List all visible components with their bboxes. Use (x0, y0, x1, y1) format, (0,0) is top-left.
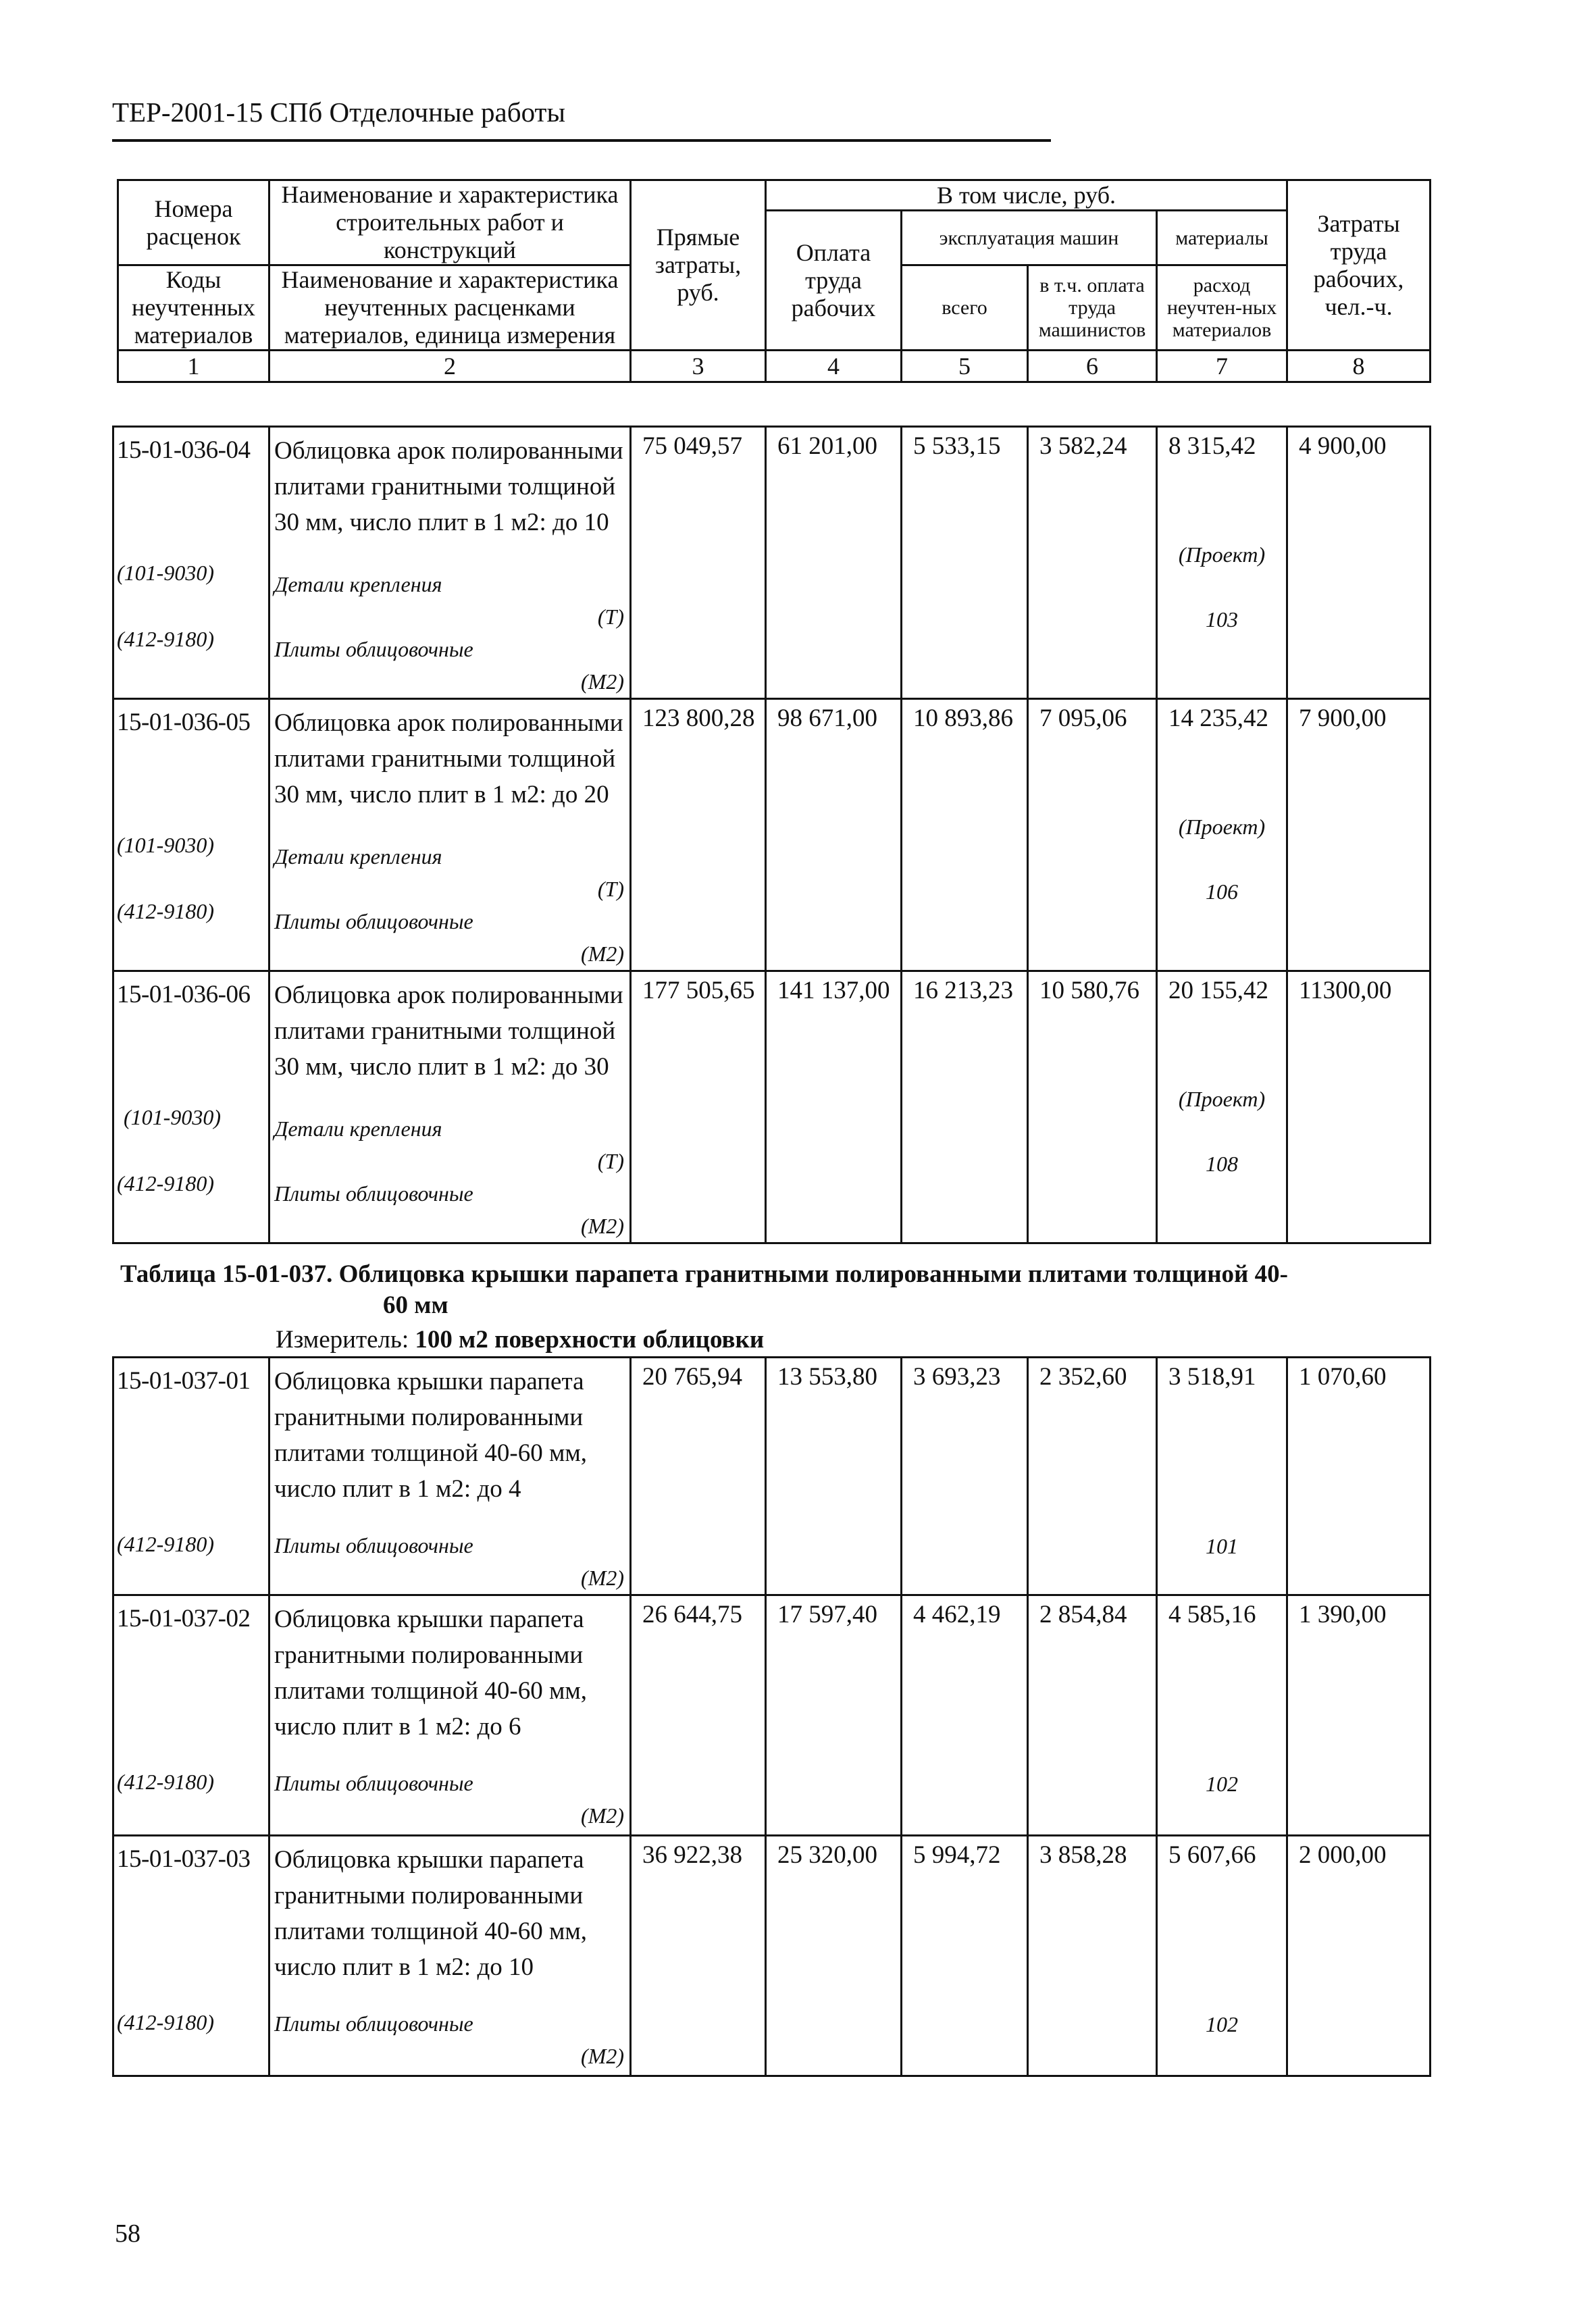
code-cell (113, 699, 269, 971)
material-code: (412-9180) (117, 627, 214, 651)
labor-hours: 1 070,60 (1299, 1363, 1387, 1391)
material-unit: (Т) (597, 1149, 624, 1173)
header-num: 8 (1287, 351, 1431, 382)
code-cell (113, 1595, 269, 1836)
name-cell (269, 427, 631, 699)
table-row (113, 1595, 1431, 1836)
work-name: Облицовка арок полированными плитами гранитными толщиной 30 мм, число плит в 1 м2: до 10 (274, 437, 623, 536)
header-col5: всего (902, 265, 1028, 351)
material-qty: 103 (1206, 607, 1238, 632)
material-name: Плиты облицовочные (274, 1533, 473, 1558)
material-unit: (М2) (581, 942, 624, 966)
work-name: Облицовка крышки парапета гранитными полированными плитами толщиной 40-60 мм, число плит в 1 м2: до 6 (274, 1605, 588, 1741)
labor-cost: 13 553,80 (777, 1363, 877, 1391)
header-col1-top: Номера расценок (118, 180, 269, 265)
direct-cost: 177 505,65 (642, 977, 755, 1004)
material-code: (412-9180) (117, 1532, 214, 1556)
labor-hours: 2 000,00 (1299, 1841, 1387, 1869)
machine-labor-cost: 10 580,76 (1039, 977, 1139, 1004)
material-qty: 106 (1206, 879, 1238, 904)
work-name: Облицовка крышки парапета гранитными полированными плитами толщиной 40-60 мм, число плит в 1 м2: до 10 (274, 1846, 588, 1981)
machine-cost: 4 462,19 (913, 1601, 1001, 1628)
page-header: ТЕР-2001-15 СПб Отделочные работы (112, 97, 565, 128)
material-code: (412-9180) (117, 2010, 214, 2034)
rate-code: 15-01-036-06 (117, 981, 251, 1008)
direct-cost: 36 922,38 (642, 1841, 742, 1869)
material-name: Плиты облицовочные (274, 1181, 473, 1206)
name-cell (269, 971, 631, 1243)
direct-cost: 20 765,94 (642, 1363, 742, 1391)
header-materials: материалы (1157, 211, 1287, 265)
labor-cost: 17 597,40 (777, 1601, 877, 1628)
header-col4: Оплата труда рабочих (766, 211, 902, 351)
machine-labor-cost: 2 352,60 (1039, 1363, 1127, 1391)
table-title: Таблица 15-01-037. Облицовка крышки парапета гранитными полированными плитами толщиной 40- (120, 1260, 1288, 1288)
rate-code: 15-01-037-02 (117, 1605, 251, 1632)
material-name: Плиты облицовочные (274, 909, 473, 933)
labor-hours: 1 390,00 (1299, 1601, 1387, 1628)
machine-labor-cost: 3 858,28 (1039, 1841, 1127, 1869)
material-unit: (М2) (581, 1566, 624, 1590)
header-num: 7 (1157, 351, 1287, 382)
material-unit: (Т) (597, 605, 624, 629)
header-col3: Прямые затраты, руб. (631, 180, 766, 351)
machine-labor-cost: 2 854,84 (1039, 1601, 1127, 1628)
measure-value: 100 м2 поверхности облицовки (415, 1326, 765, 1354)
table-row (113, 1836, 1431, 2076)
material-unit: (М2) (581, 1214, 624, 1238)
labor-cost: 98 671,00 (777, 704, 877, 732)
column-header-table (117, 179, 1431, 383)
materials-cost: 8 315,42 (1168, 432, 1256, 460)
table-row (113, 427, 1431, 699)
header-col2-bottom: Наименование и характеристика неучтенных расценками материалов, единица измерения (269, 265, 631, 351)
material-unit: (Т) (597, 877, 624, 901)
header-group: В том числе, руб. (766, 180, 1287, 211)
labor-hours: 4 900,00 (1299, 432, 1387, 460)
name-cell (269, 1595, 631, 1836)
table-15-01-036 (112, 426, 1431, 1244)
header-col7: расход неучтен-ных материалов (1157, 265, 1287, 351)
name-cell (269, 1358, 631, 1595)
material-name: Плиты облицовочные (274, 1771, 473, 1795)
material-unit: (М2) (581, 2044, 624, 2068)
materials-cost: 20 155,42 (1168, 977, 1268, 1004)
header-num: 6 (1028, 351, 1157, 382)
table-15-01-037 (112, 1356, 1431, 2077)
header-num: 2 (269, 351, 631, 382)
header-col6: в т.ч. оплата труда машинистов (1028, 265, 1157, 351)
code-cell (113, 1836, 269, 2076)
material-name: Плиты облицовочные (274, 2011, 473, 2036)
measure-line (276, 1325, 764, 1354)
machine-labor-cost: 7 095,06 (1039, 704, 1127, 732)
work-name: Облицовка арок полированными плитами гранитными толщиной 30 мм, число плит в 1 м2: до 30 (274, 981, 623, 1081)
material-qty: (Проект) (1178, 542, 1266, 567)
direct-cost: 26 644,75 (642, 1601, 742, 1628)
material-code: (101-9030) (117, 561, 214, 585)
material-qty: 102 (1206, 1772, 1238, 1796)
header-num: 1 (118, 351, 269, 382)
rate-code: 15-01-036-05 (117, 709, 251, 736)
measure-label: Измеритель: (276, 1326, 409, 1354)
table-row (113, 971, 1431, 1243)
material-unit: (М2) (581, 1803, 624, 1828)
rate-code: 15-01-037-03 (117, 1845, 251, 1873)
rate-code: 15-01-036-04 (117, 436, 251, 464)
machine-cost: 5 533,15 (913, 432, 1001, 460)
header-num: 3 (631, 351, 766, 382)
labor-hours: 7 900,00 (1299, 704, 1387, 732)
labor-hours: 11300,00 (1299, 977, 1392, 1004)
material-code: (101-9030) (124, 1105, 221, 1129)
material-name: Плиты облицовочные (274, 637, 473, 661)
material-unit: (М2) (581, 669, 624, 694)
material-code: (412-9180) (117, 1770, 214, 1794)
table-title-continuation: 60 мм (383, 1291, 448, 1319)
direct-cost: 123 800,28 (642, 704, 755, 732)
labor-cost: 25 320,00 (777, 1841, 877, 1869)
table-row (113, 1358, 1431, 1595)
materials-cost: 4 585,16 (1168, 1601, 1256, 1628)
labor-cost: 141 137,00 (777, 977, 890, 1004)
work-name: Облицовка арок полированными плитами гранитными толщиной 30 мм, число плит в 1 м2: до 20 (274, 709, 623, 808)
header-num: 4 (766, 351, 902, 382)
header-machines: эксплуатация машин (902, 211, 1157, 265)
materials-cost: 3 518,91 (1168, 1363, 1256, 1391)
material-qty: 102 (1206, 2012, 1238, 2036)
material-code: (412-9180) (117, 1171, 214, 1195)
code-cell (113, 427, 269, 699)
header-col1-bottom: Коды неучтенных материалов (118, 265, 269, 351)
code-cell (113, 971, 269, 1243)
material-qty: 108 (1206, 1152, 1238, 1176)
material-qty: (Проект) (1178, 815, 1266, 839)
rate-code: 15-01-037-01 (117, 1367, 251, 1395)
direct-cost: 75 049,57 (642, 432, 742, 460)
code-cell (113, 1358, 269, 1595)
header-rule (112, 139, 1051, 142)
table-row (113, 699, 1431, 971)
machine-cost: 3 693,23 (913, 1363, 1001, 1391)
header-col2-top: Наименование и характеристика строительных работ и конструкций (269, 180, 631, 265)
machine-cost: 16 213,23 (913, 977, 1013, 1004)
labor-cost: 61 201,00 (777, 432, 877, 460)
materials-cost: 5 607,66 (1168, 1841, 1256, 1869)
material-qty: (Проект) (1178, 1087, 1266, 1111)
material-code: (101-9030) (117, 833, 214, 857)
machine-labor-cost: 3 582,24 (1039, 432, 1127, 460)
material-code: (412-9180) (117, 899, 214, 923)
name-cell (269, 699, 631, 971)
machine-cost: 5 994,72 (913, 1841, 1001, 1869)
material-name: Детали крепления (274, 1116, 442, 1141)
machine-cost: 10 893,86 (913, 704, 1013, 732)
page-number: 58 (115, 2219, 140, 2248)
name-cell (269, 1836, 631, 2076)
material-qty: 101 (1206, 1534, 1238, 1558)
header-num: 5 (902, 351, 1028, 382)
material-name: Детали крепления (274, 844, 442, 869)
work-name: Облицовка крышки парапета гранитными полированными плитами толщиной 40-60 мм, число плит в 1 м2: до 4 (274, 1368, 588, 1503)
header-col8: Затраты труда рабочих, чел.-ч. (1287, 180, 1431, 351)
materials-cost: 14 235,42 (1168, 704, 1268, 732)
material-name: Детали крепления (274, 572, 442, 596)
